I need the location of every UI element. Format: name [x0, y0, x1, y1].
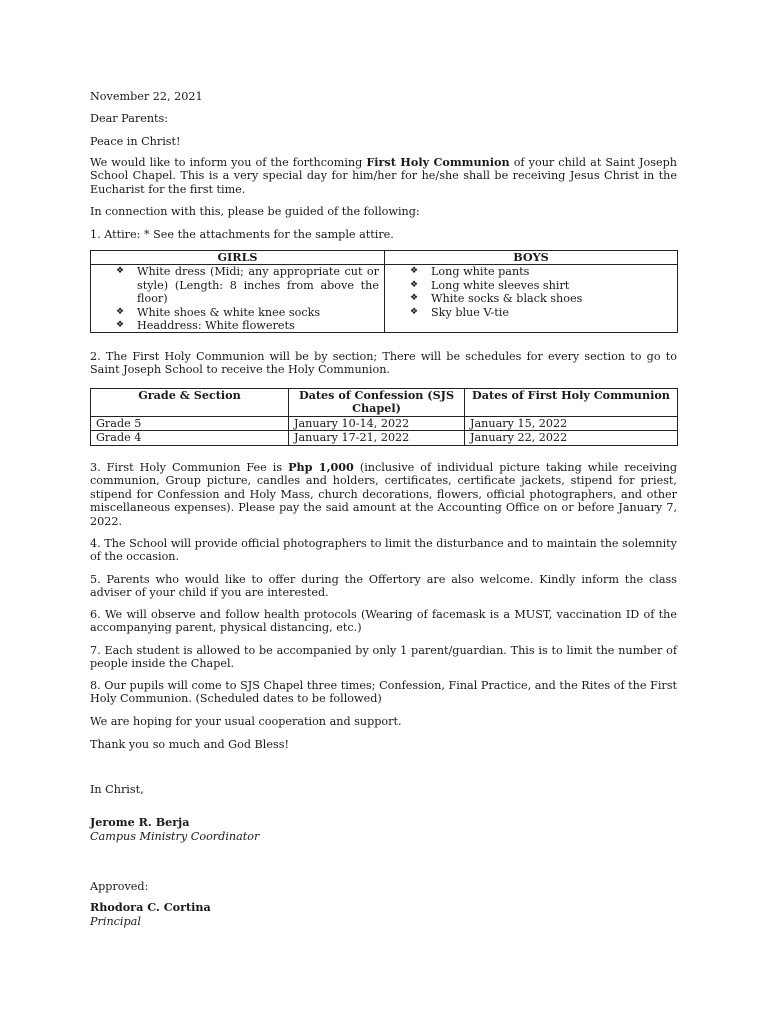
girls-item-text: White dress (Midi; any appropriate cut or style) (Length: 8 inches from above the floor) — [137, 265, 379, 306]
table-row — [91, 416, 678, 430]
boys-item-text: Long white pants — [431, 265, 530, 279]
intro-paragraph — [90, 156, 677, 196]
approver-name-text: Rhodora C. Cortina — [90, 900, 211, 914]
fee-paragraph — [90, 461, 677, 528]
approver-title: Principal — [90, 915, 141, 928]
approver-name — [90, 901, 677, 914]
list-item — [91, 319, 379, 332]
table-cell: January 10-14, 2022 — [289, 416, 465, 430]
greeting: Peace in Christ! — [90, 135, 181, 148]
schedule-header-grade: Grade & Section — [91, 389, 289, 417]
intro-bold-event: First Holy Communion — [366, 155, 510, 169]
boys-item-text: White socks & black shoes — [431, 292, 583, 306]
signatory-title: Campus Ministry Coordinator — [90, 830, 260, 843]
item-chapel-visits: 8. Our pupils will come to SJS Chapel three times; Confession, Final Practice, and the Rites of the First Holy Communion. (Scheduled dates to be followed) — [90, 679, 677, 706]
schedule-intro: 2. The First Holy Communion will be by section; There will be schedules for every section to go to Saint Joseph School to receive the Holy Communion. — [90, 350, 677, 377]
signatory-name — [90, 816, 677, 829]
item-accompaniment: 7. Each student is allowed to be accompanied by only 1 parent/guardian. This is to limit the number of people inside the Chapel. — [90, 644, 677, 671]
diamond-bullet-icon: ❖ — [116, 266, 125, 277]
approved-label: Approved: — [90, 880, 149, 893]
table-row — [91, 431, 678, 445]
list-item — [385, 306, 677, 319]
item-health-protocols: 6. We will observe and follow health protocols (Wearing of facemask is a MUST, vaccination ID of the accompanying parent, physical distancing, etc.) — [90, 608, 677, 635]
salutation: Dear Parents: — [90, 112, 169, 125]
boys-item-text: Sky blue V-tie — [431, 305, 509, 319]
attire-table — [90, 250, 678, 333]
list-item — [385, 292, 677, 305]
item-photographers: 4. The School will provide official photographers to limit the disturbance and to maintain the solemnity of the occasion. — [90, 537, 677, 564]
guided-line: In connection with this, please be guided of the following: — [90, 205, 420, 218]
diamond-bullet-icon: ❖ — [410, 279, 419, 290]
fee-text-post: (inclusive of individual picture taking while receiving communion, Group picture, candles and holders, certificates, certificate jackets, stipend for priest, stipend for Confession and Holy Mass, church decorations, flowers, official photographers, and other miscellaneous expenses). Please pay the said amount at the Accounting Office on or before January 7, 2022. — [90, 461, 677, 528]
diamond-bullet-icon: ❖ — [116, 306, 125, 317]
schedule-header-communion: Dates of First Holy Communion — [465, 389, 678, 417]
schedule-table — [90, 388, 678, 446]
table-cell: January 17-21, 2022 — [289, 431, 465, 445]
intro-text-pre: We would like to inform you of the forthcoming — [90, 156, 367, 169]
table-cell: Grade 5 — [91, 416, 289, 430]
table-cell: January 15, 2022 — [465, 416, 678, 430]
diamond-bullet-icon: ❖ — [410, 293, 419, 304]
letter-date: November 22, 2021 — [90, 90, 203, 103]
boys-item-text: Long white sleeves shirt — [431, 278, 570, 292]
girls-item-text: White shoes & white knee socks — [137, 305, 321, 319]
cooperation-line: We are hoping for your usual cooperation and support. — [90, 715, 402, 728]
list-item — [91, 306, 379, 319]
schedule-header-confession: Dates of Confession (SJS Chapel) — [289, 389, 465, 417]
girls-header: GIRLS — [91, 251, 385, 265]
thanks-line: Thank you so much and God Bless! — [90, 738, 289, 751]
table-cell: Grade 4 — [91, 431, 289, 445]
item-offertory: 5. Parents who would like to offer during the Offertory are also welcome. Kindly inform the class adviser of your child if you are interested. — [90, 573, 677, 600]
fee-amount: Php 1,000 — [288, 460, 354, 474]
girls-item-text: Headdress: White flowerets — [137, 319, 295, 333]
diamond-bullet-icon: ❖ — [410, 306, 419, 317]
boys-attire-list — [385, 265, 677, 319]
signatory-name-text: Jerome R. Berja — [90, 815, 190, 829]
fee-text-pre: 3. First Holy Communion Fee is — [90, 461, 289, 474]
table-cell: January 22, 2022 — [465, 431, 678, 445]
list-item — [385, 265, 677, 278]
diamond-bullet-icon: ❖ — [116, 320, 125, 331]
closing-line: In Christ, — [90, 783, 144, 796]
intro-text-post: of your child at Saint Joseph School Chapel. This is a very special day for him/her for he/she shall be receiving Jesus Christ in the Eucharist for the first time. — [90, 156, 678, 196]
diamond-bullet-icon: ❖ — [410, 266, 419, 277]
list-item — [91, 265, 379, 305]
list-item — [385, 279, 677, 292]
attire-heading: 1. Attire: * See the attachments for the sample attire. — [90, 228, 394, 241]
boys-header: BOYS — [385, 251, 678, 265]
girls-attire-list — [91, 265, 379, 332]
